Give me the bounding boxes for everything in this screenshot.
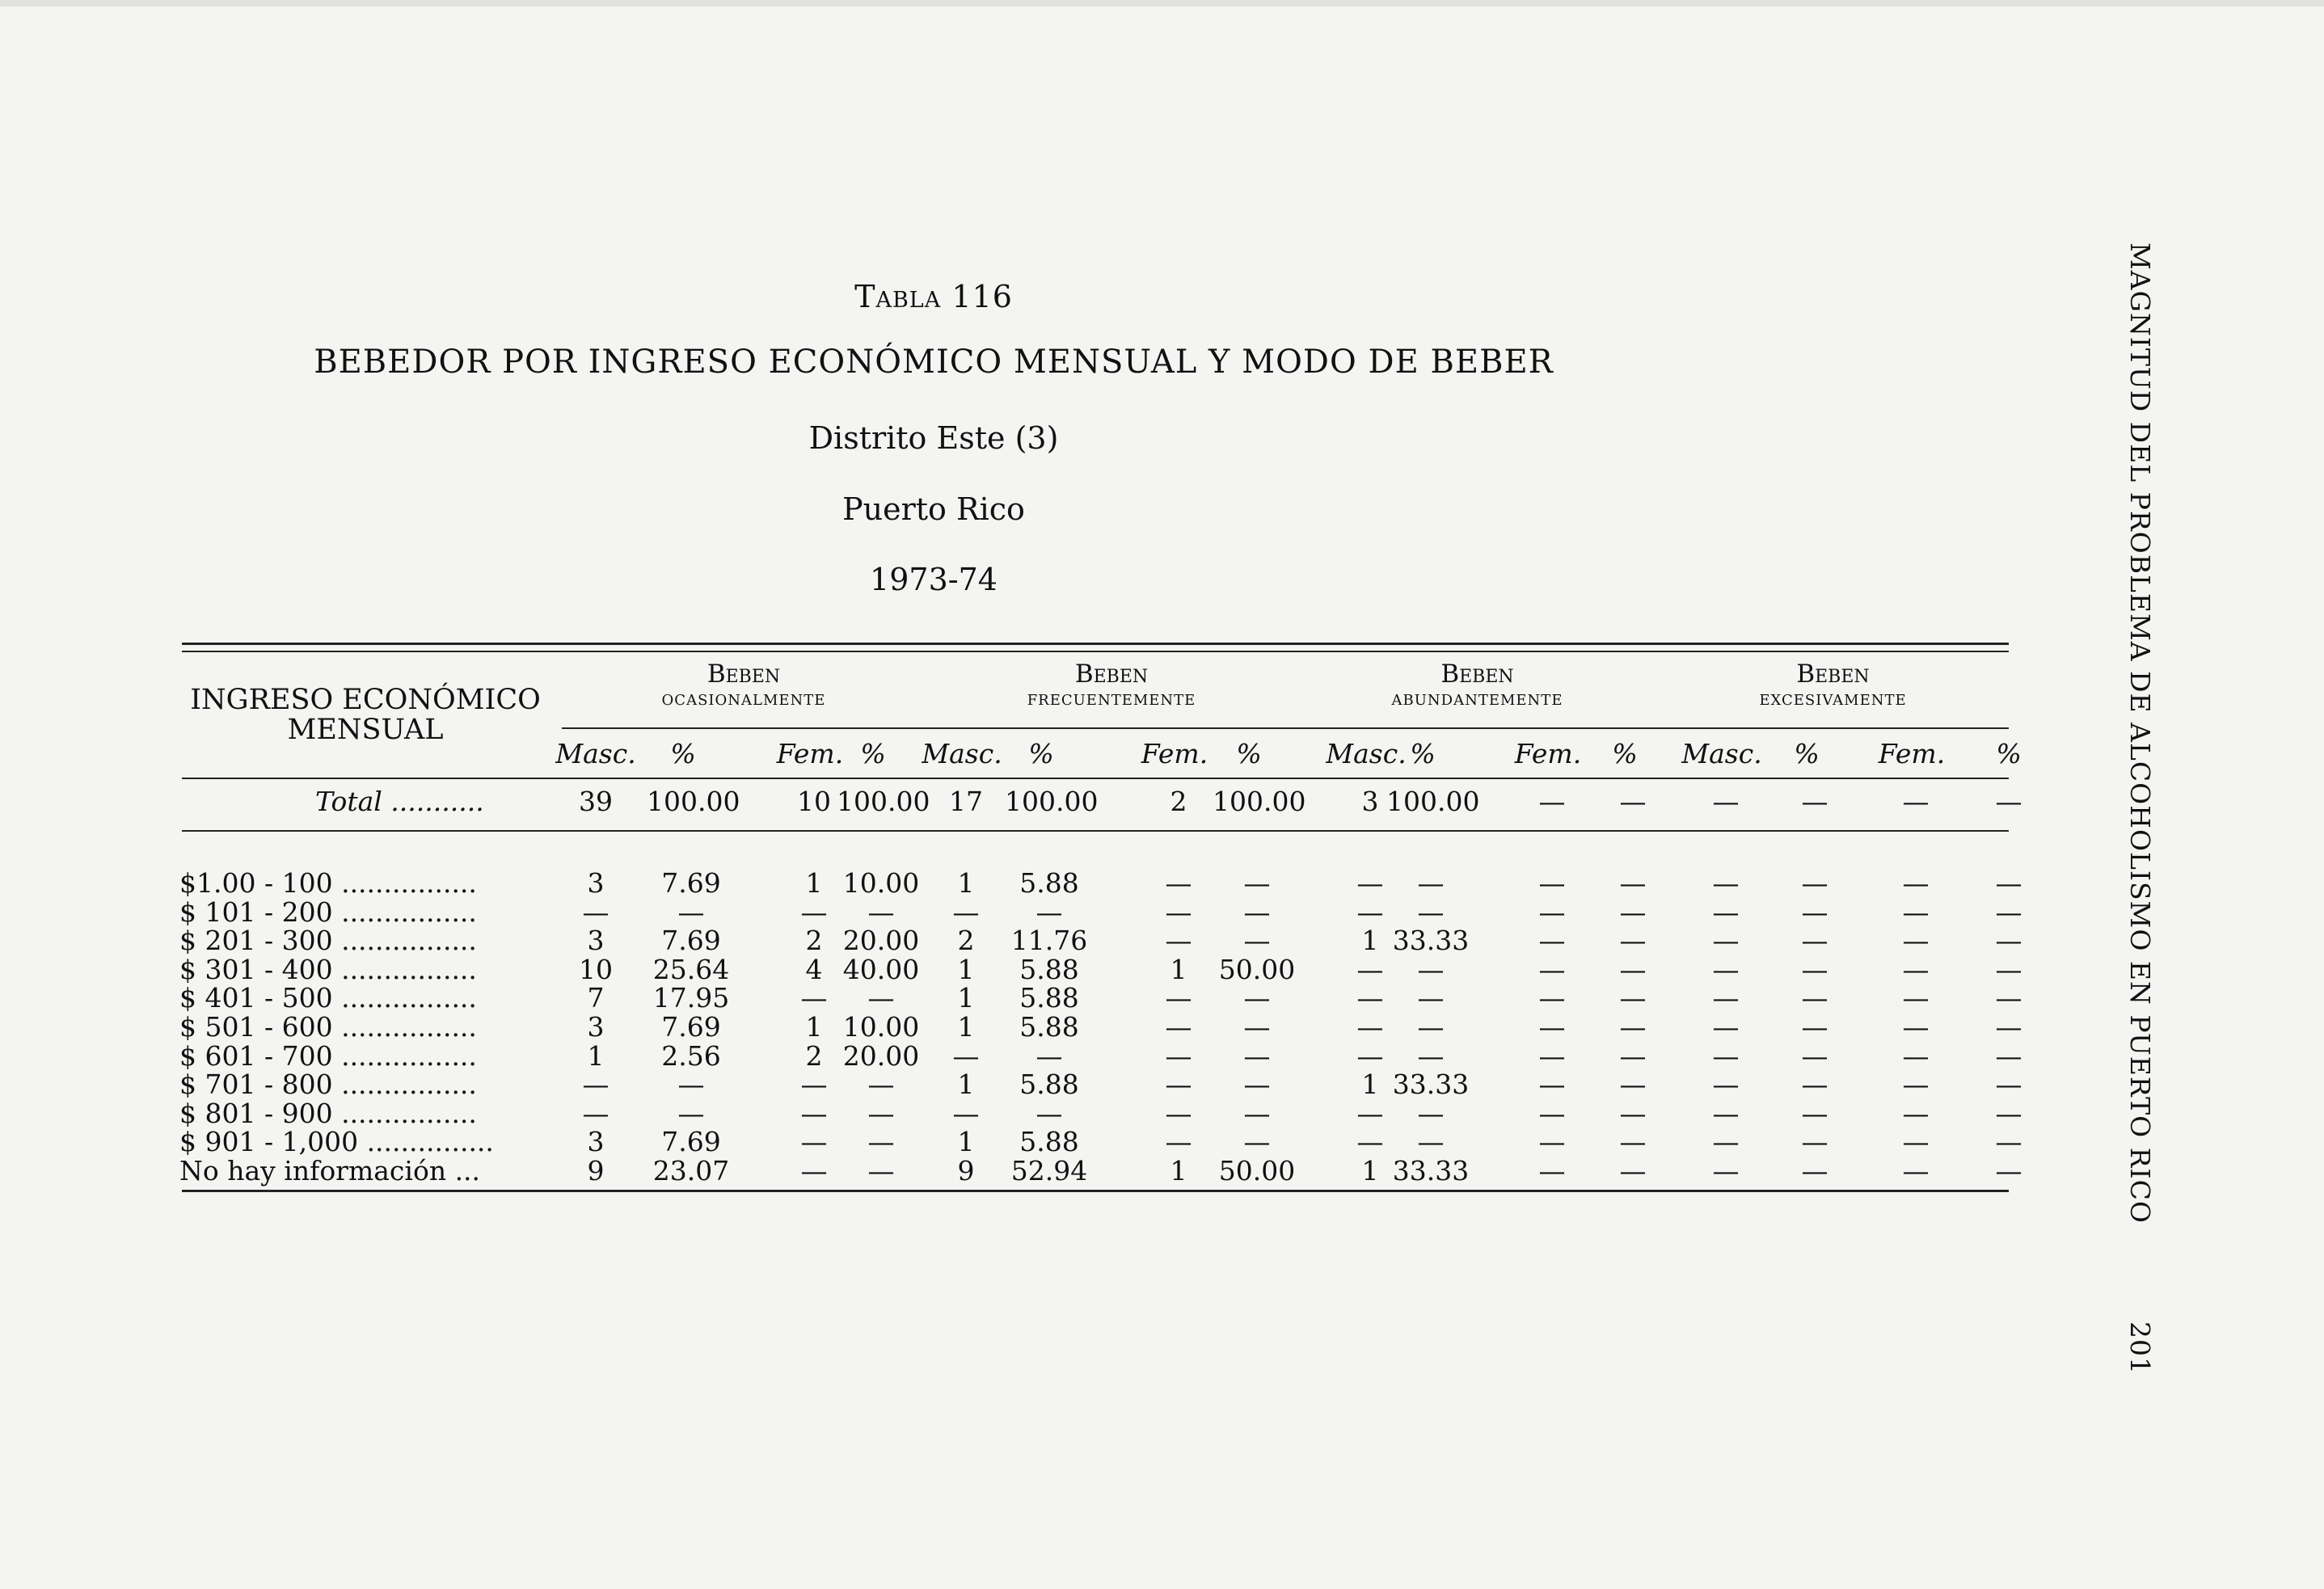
total-cell: 100.00: [1213, 786, 1306, 817]
table-cell: —: [952, 896, 980, 928]
table-cell: —: [1356, 867, 1384, 899]
table-cell: 2: [805, 1039, 823, 1072]
table-cell: —: [1902, 1011, 1930, 1043]
table-cell: —: [1712, 1039, 1740, 1072]
year-subtitle: 1973-74: [870, 562, 998, 597]
table-cell: —: [1619, 1039, 1647, 1072]
table-cell: —: [1243, 867, 1271, 899]
table-cell: 1: [957, 867, 975, 899]
table-cell: 5.88: [1019, 1068, 1079, 1101]
table-cell: 5.88: [1019, 1011, 1079, 1043]
table-cell: 9: [587, 1155, 605, 1186]
table-cell: —: [1538, 925, 1566, 957]
table-cell: 33.33: [1392, 1155, 1470, 1186]
table-cell: 2: [805, 925, 823, 957]
column-header: Fem.: [1141, 738, 1208, 769]
table-cell: 4: [805, 953, 823, 985]
table-cell: —: [1417, 1126, 1445, 1158]
table-cell: —: [1995, 982, 2022, 1014]
table-cell: —: [1538, 1097, 1566, 1129]
table-cell: 1: [957, 1011, 975, 1043]
table-cell: 3: [587, 925, 605, 957]
table-cell: —: [1356, 953, 1384, 985]
row-label: $ 901 - 1,000 ...............: [179, 1126, 494, 1158]
table-top-rule-inner: [182, 651, 2009, 652]
table-cell: —: [1538, 1011, 1566, 1043]
column-header: Masc.: [1681, 738, 1762, 769]
table-cell: —: [1243, 982, 1271, 1014]
table-cell: —: [800, 1126, 828, 1158]
total-row-label: Total ...........: [315, 786, 484, 817]
table-cell: —: [1995, 1155, 2022, 1186]
group-header-line1: Beben: [1440, 660, 1514, 689]
row-label: $ 501 - 600 ................: [179, 1011, 477, 1043]
table-cell: —: [1801, 1126, 1828, 1158]
row-label: $ 601 - 700 ................: [179, 1039, 477, 1072]
group-header-3: [1297, 661, 1657, 709]
table-cell: —: [800, 1097, 828, 1129]
table-cell: —: [800, 1155, 828, 1186]
table-cell: —: [1902, 1097, 1930, 1129]
table-cell: 1: [957, 982, 975, 1014]
table-cell: —: [1902, 925, 1930, 957]
table-cell: —: [1538, 1068, 1566, 1101]
table-cell: —: [677, 1097, 705, 1129]
column-header: %: [1410, 738, 1436, 769]
table-cell: —: [1356, 982, 1384, 1014]
table-cell: —: [1801, 925, 1828, 957]
table-cell: —: [1712, 867, 1740, 899]
table-cell: 1: [1170, 1155, 1187, 1186]
table-cell: 10.00: [842, 1011, 920, 1043]
table-cell: —: [1356, 896, 1384, 928]
table-bottom-rule: [182, 1190, 2009, 1192]
column-header: %: [1794, 738, 1820, 769]
table-cell: —: [1801, 867, 1828, 899]
table-cell: —: [1801, 1011, 1828, 1043]
total-cell: 100.00: [1386, 786, 1480, 817]
table-cell: —: [1712, 1126, 1740, 1158]
table-cell: —: [1902, 896, 1930, 928]
district-subtitle: Distrito Este (3): [808, 420, 1059, 456]
table-cell: —: [1165, 925, 1192, 957]
table-cell: 1: [1361, 925, 1379, 957]
group-header-line2: abundantemente: [1391, 685, 1563, 710]
row-label: $ 201 - 300 ................: [179, 925, 477, 957]
table-cell: —: [1902, 982, 1930, 1014]
table-cell: 10: [579, 953, 613, 985]
table-cell: —: [1243, 1039, 1271, 1072]
group-header-line1: Beben: [706, 660, 781, 689]
row-label: $ 101 - 200 ................: [179, 896, 477, 928]
table-cell: 50.00: [1218, 953, 1296, 985]
table-cell: 20.00: [842, 925, 920, 957]
subheader-rule: [182, 778, 2009, 779]
table-cell: —: [1165, 1097, 1192, 1129]
running-title: MAGNITUD DEL PROBLEMA DE ALCOHOLISMO EN PUERTO RICO: [2124, 242, 2156, 1224]
table-cell: —: [952, 1039, 980, 1072]
table-cell: —: [1712, 953, 1740, 985]
group-header-rule: [562, 727, 2009, 729]
table-cell: 1: [957, 953, 975, 985]
table-cell: —: [1165, 982, 1192, 1014]
table-cell: —: [1417, 982, 1445, 1014]
column-header: %: [1612, 738, 1638, 769]
table-cell: —: [1902, 1068, 1930, 1101]
table-cell: —: [867, 1097, 895, 1129]
table-cell: —: [1417, 1039, 1445, 1072]
table-cell: 1: [957, 1126, 975, 1158]
page-number: 201: [2124, 1321, 2156, 1375]
table-cell: 2: [957, 925, 975, 957]
total-cell: 100.00: [1005, 786, 1099, 817]
column-header: %: [1236, 738, 1262, 769]
table-cell: —: [1619, 896, 1647, 928]
row-label: $1.00 - 100 ................: [179, 867, 477, 899]
table-cell: —: [1801, 1039, 1828, 1072]
table-cell: 7.69: [661, 1011, 721, 1043]
stub-header-line1: INGRESO ECONÓMICO: [190, 684, 541, 716]
table-cell: 1: [1170, 953, 1187, 985]
column-header: %: [1996, 738, 2022, 769]
group-header-line2: frecuentemente: [1027, 685, 1196, 710]
table-cell: 5.88: [1019, 982, 1079, 1014]
group-header-line2: excesivamente: [1759, 685, 1907, 710]
table-cell: 5.88: [1019, 1126, 1079, 1158]
column-header: Masc.: [555, 738, 636, 769]
table-cell: —: [1538, 953, 1566, 985]
table-cell: —: [1995, 953, 2022, 985]
table-cell: —: [1902, 1039, 1930, 1072]
table-cell: —: [1538, 867, 1566, 899]
column-header: Masc.: [1326, 738, 1407, 769]
table-cell: —: [1538, 1155, 1566, 1186]
total-cell: 17: [949, 786, 983, 817]
table-cell: —: [677, 896, 705, 928]
table-title: BEBEDOR POR INGRESO ECONÓMICO MENSUAL Y MODO DE BEBER: [314, 344, 1554, 381]
table-cell: —: [1995, 867, 2022, 899]
table-cell: —: [1619, 953, 1647, 985]
table-cell: —: [1801, 1155, 1828, 1186]
table-cell: —: [867, 1126, 895, 1158]
table-cell: —: [1165, 867, 1192, 899]
table-cell: 7.69: [661, 867, 721, 899]
table-cell: 1: [587, 1039, 605, 1072]
total-cell: 39: [579, 786, 613, 817]
table-cell: —: [867, 1155, 895, 1186]
table-cell: —: [1801, 953, 1828, 985]
table-cell: —: [1712, 982, 1740, 1014]
table-cell: —: [1801, 982, 1828, 1014]
row-label: No hay información ...: [179, 1155, 481, 1186]
table-cell: —: [1417, 953, 1445, 985]
table-cell: —: [1165, 1039, 1192, 1072]
table-cell: 50.00: [1218, 1155, 1296, 1186]
table-cell: —: [1712, 925, 1740, 957]
total-cell: 100.00: [647, 786, 740, 817]
table-cell: 40.00: [842, 953, 920, 985]
table-cell: —: [1165, 1011, 1192, 1043]
table-cell: 20.00: [842, 1039, 920, 1072]
table-cell: —: [677, 1068, 705, 1101]
table-cell: —: [1619, 1068, 1647, 1101]
place-subtitle: Puerto Rico: [842, 491, 1025, 527]
group-header-1: [562, 661, 926, 709]
table-cell: —: [1995, 896, 2022, 928]
group-header-4: [1657, 661, 2009, 709]
total-cell: 3: [1361, 786, 1379, 817]
table-cell: —: [1356, 1011, 1384, 1043]
table-cell: 5.88: [1019, 867, 1079, 899]
table-cell: —: [1035, 1039, 1063, 1072]
table-cell: —: [867, 896, 895, 928]
running-head: [2124, 242, 2162, 1390]
table-cell: 1: [957, 1068, 975, 1101]
table-cell: 1: [1361, 1155, 1379, 1186]
table-cell: —: [867, 982, 895, 1014]
table-cell: —: [1619, 982, 1647, 1014]
table-cell: —: [1165, 1126, 1192, 1158]
table-cell: —: [1995, 925, 2022, 957]
table-number: [182, 279, 1685, 314]
table-cell: —: [1243, 1068, 1271, 1101]
table-cell: 10.00: [842, 867, 920, 899]
table-cell: —: [1619, 925, 1647, 957]
table-cell: —: [1417, 867, 1445, 899]
table-cell: 3: [587, 867, 605, 899]
table-cell: —: [1619, 1155, 1647, 1186]
column-header: Fem.: [776, 738, 844, 769]
table-cell: —: [1538, 1039, 1566, 1072]
group-header-line1: Beben: [1074, 660, 1149, 689]
table-cell: 25.64: [652, 953, 730, 985]
table-cell: 52.94: [1010, 1155, 1088, 1186]
group-header-line2: ocasionalmente: [661, 685, 826, 710]
table-cell: —: [1619, 1126, 1647, 1158]
table-cell: —: [582, 1068, 609, 1101]
table-cell: —: [1243, 925, 1271, 957]
table-cell: —: [1417, 896, 1445, 928]
table-cell: —: [1538, 1126, 1566, 1158]
total-cell: —: [1712, 786, 1740, 817]
table-cell: —: [1417, 1011, 1445, 1043]
total-cell: —: [1619, 786, 1647, 817]
table-cell: —: [1712, 896, 1740, 928]
table-cell: —: [952, 1097, 980, 1129]
table-cell: 1: [1361, 1068, 1379, 1101]
stub-header: [179, 685, 551, 745]
table-cell: —: [800, 1068, 828, 1101]
table-cell: —: [1035, 1097, 1063, 1129]
table-cell: 33.33: [1392, 925, 1470, 957]
row-label: $ 401 - 500 ................: [179, 982, 477, 1014]
total-cell: 100.00: [837, 786, 930, 817]
table-cell: —: [1538, 896, 1566, 928]
stub-header-line2: MENSUAL: [287, 713, 444, 746]
table-cell: —: [1356, 1039, 1384, 1072]
table-cell: —: [1165, 1068, 1192, 1101]
total-cell: 2: [1170, 786, 1187, 817]
table-cell: —: [1417, 1097, 1445, 1129]
table-cell: —: [800, 896, 828, 928]
table-cell: 9: [957, 1155, 975, 1186]
table-cell: 23.07: [652, 1155, 730, 1186]
table-cell: —: [1619, 867, 1647, 899]
table-cell: —: [1538, 982, 1566, 1014]
table-cell: —: [1801, 1097, 1828, 1129]
table-cell: 3: [587, 1011, 605, 1043]
table-cell: —: [1243, 896, 1271, 928]
table-cell: 33.33: [1392, 1068, 1470, 1101]
column-header: Fem.: [1878, 738, 1946, 769]
table-cell: 1: [805, 867, 823, 899]
table-cell: 1: [805, 1011, 823, 1043]
group-header-line1: Beben: [1796, 660, 1870, 689]
column-header: %: [670, 738, 696, 769]
table-cell: 11.76: [1010, 925, 1088, 957]
total-cell: —: [1902, 786, 1930, 817]
column-header: %: [860, 738, 886, 769]
table-cell: —: [582, 896, 609, 928]
table-cell: —: [1356, 1097, 1384, 1129]
table-top-rule: [182, 643, 2009, 645]
table-cell: 7.69: [661, 1126, 721, 1158]
table-cell: —: [1356, 1126, 1384, 1158]
table-cell: —: [1619, 1011, 1647, 1043]
table-cell: —: [1902, 1126, 1930, 1158]
table-cell: 2.56: [661, 1039, 721, 1072]
total-cell: —: [1538, 786, 1566, 817]
table-cell: —: [1801, 1068, 1828, 1101]
row-label: $ 301 - 400 ................: [179, 953, 477, 985]
row-label: $ 801 - 900 ................: [179, 1097, 477, 1129]
total-cell: —: [1801, 786, 1828, 817]
table-cell: —: [1712, 1068, 1740, 1101]
table-cell: —: [1243, 1126, 1271, 1158]
table-number-prefix: Tabla: [854, 279, 942, 314]
table-cell: —: [1712, 1097, 1740, 1129]
table-cell: 3: [587, 1126, 605, 1158]
table-cell: —: [1902, 1155, 1930, 1186]
table-cell: 7: [587, 982, 605, 1014]
table-cell: —: [1035, 896, 1063, 928]
table-cell: —: [1902, 953, 1930, 985]
table-cell: 5.88: [1019, 953, 1079, 985]
table-cell: —: [800, 982, 828, 1014]
column-header: %: [1028, 738, 1054, 769]
table-cell: —: [582, 1097, 609, 1129]
page-edge: [0, 0, 2324, 6]
table-cell: 17.95: [652, 982, 730, 1014]
total-cell: 10: [797, 786, 831, 817]
total-cell: —: [1995, 786, 2022, 817]
group-header-2: [926, 661, 1297, 709]
column-header: Fem.: [1514, 738, 1582, 769]
table-cell: —: [1995, 1039, 2022, 1072]
total-rule: [182, 830, 2009, 832]
table-cell: —: [1902, 867, 1930, 899]
table-cell: —: [1995, 1011, 2022, 1043]
table-cell: —: [1995, 1126, 2022, 1158]
table-cell: —: [1243, 1097, 1271, 1129]
table-cell: —: [1995, 1097, 2022, 1129]
table-cell: —: [1995, 1068, 2022, 1101]
table-cell: —: [1619, 1097, 1647, 1129]
table-cell: 7.69: [661, 925, 721, 957]
table-cell: —: [1712, 1155, 1740, 1186]
table-cell: —: [1801, 896, 1828, 928]
column-header: Masc.: [922, 738, 1002, 769]
table-number-value: 116: [951, 279, 1013, 314]
table-cell: —: [1243, 1011, 1271, 1043]
table-cell: —: [1165, 896, 1192, 928]
table-cell: —: [1712, 1011, 1740, 1043]
row-label: $ 701 - 800 ................: [179, 1068, 477, 1101]
table-cell: —: [867, 1068, 895, 1101]
